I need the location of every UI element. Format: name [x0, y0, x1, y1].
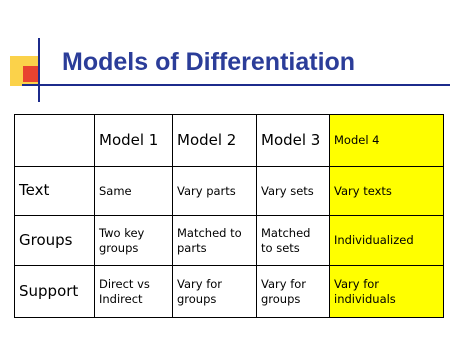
table-cell: Two key groups: [95, 216, 173, 266]
table-cell-highlighted: Vary for individuals: [330, 266, 444, 318]
table-cell: Vary for groups: [173, 266, 257, 318]
table-cell-highlighted: Individualized: [330, 216, 444, 266]
table-cell-highlighted: Vary texts: [330, 167, 444, 216]
differentiation-table: [14, 114, 444, 318]
table-header-row: [15, 115, 444, 167]
header-cell-empty: [15, 115, 95, 167]
decor-red-square: [23, 66, 39, 82]
table-row: [15, 266, 444, 318]
header-cell-model-2: Model 2: [173, 115, 257, 167]
header-cell-model-3: Model 3: [257, 115, 330, 167]
table-row: [15, 167, 444, 216]
table-cell: Vary for groups: [257, 266, 330, 318]
table-cell: Vary parts: [173, 167, 257, 216]
table-cell: Vary sets: [257, 167, 330, 216]
table-row: [15, 216, 444, 266]
table-cell: Matched to parts: [173, 216, 257, 266]
table-cell: Matched to sets: [257, 216, 330, 266]
table-cell: Same: [95, 167, 173, 216]
row-label-groups: Groups: [15, 216, 95, 266]
table-cell: Direct vs Indirect: [95, 266, 173, 318]
row-label-text: Text: [15, 167, 95, 216]
row-label-support: Support: [15, 266, 95, 318]
decor-horizontal-line: [22, 84, 450, 86]
decor-vertical-line: [38, 38, 40, 102]
header-cell-model-4: Model 4: [330, 115, 444, 167]
header-cell-model-1: Model 1: [95, 115, 173, 167]
slide-title: Models of Differentiation: [62, 48, 356, 76]
